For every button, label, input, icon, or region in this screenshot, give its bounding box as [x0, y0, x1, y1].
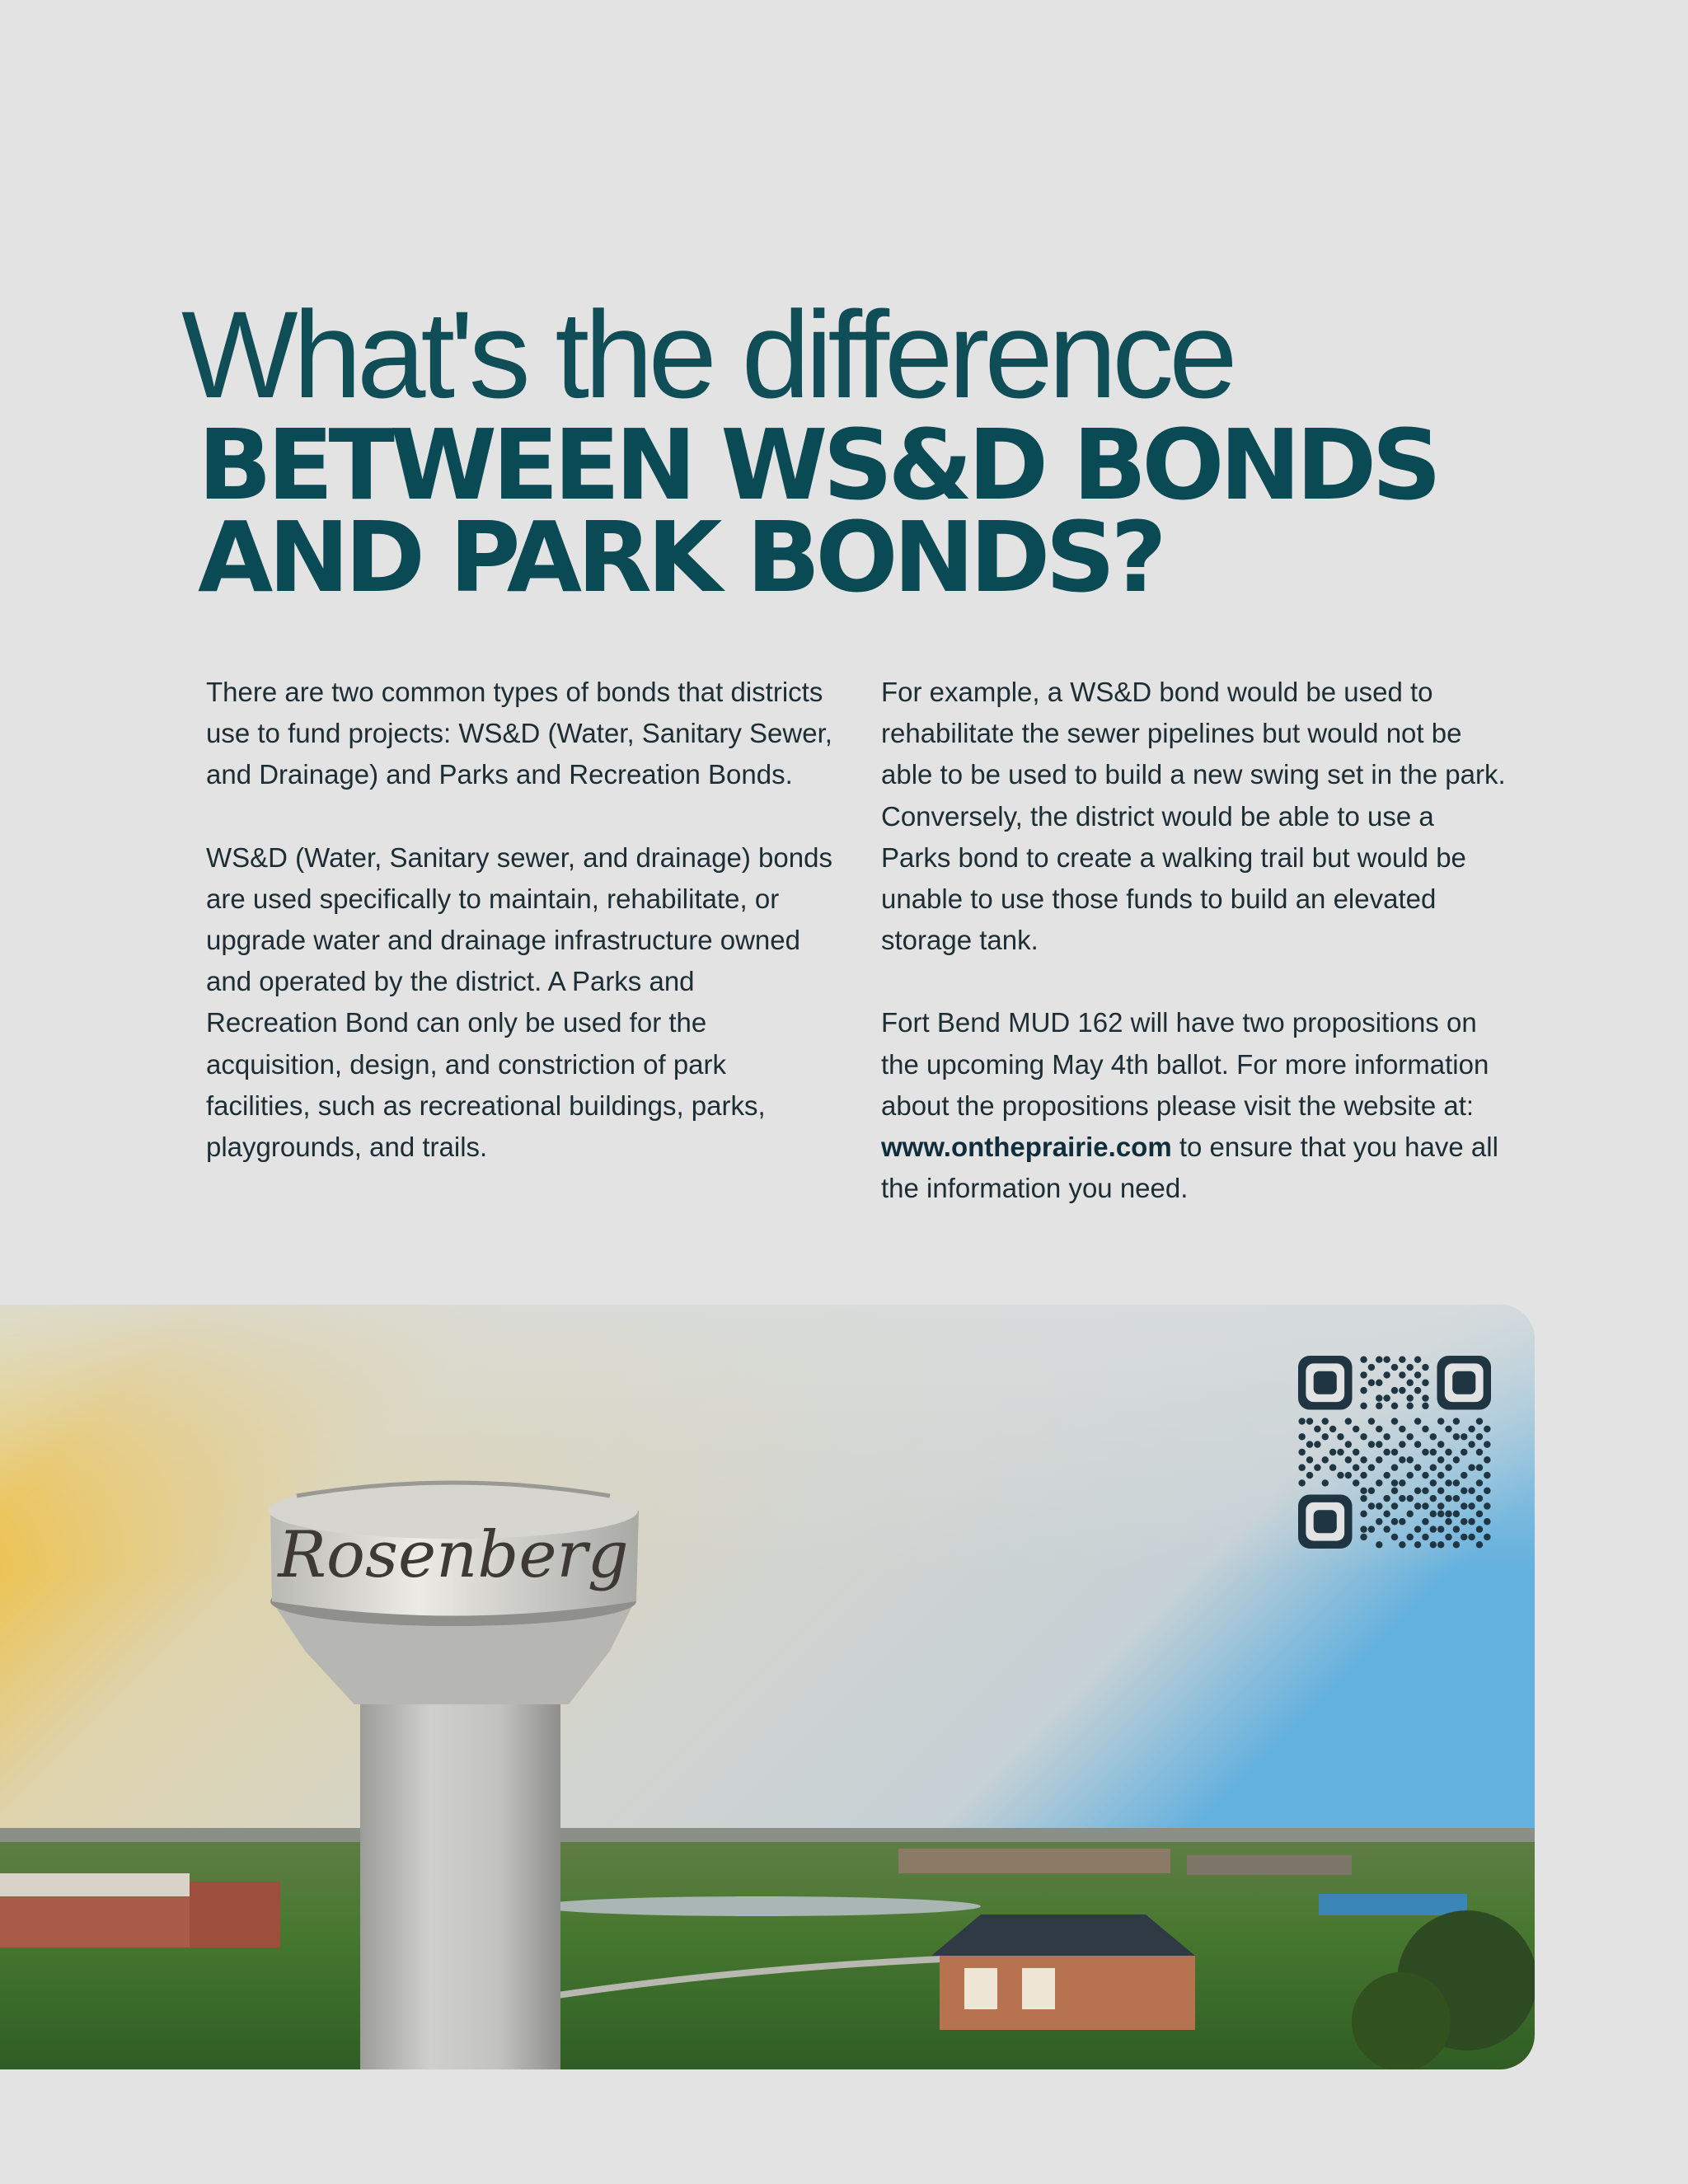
right-column: [881, 672, 1507, 1250]
tower-text: Rosenberg: [278, 1518, 629, 1592]
heading-bold-line-1: BETWEEN WS&D BONDS: [198, 408, 1437, 522]
left-paragraph-2: WS&D (Water, Sanitary sewer, and drainage) bonds are used specifically to maintain, rehabilitate, or upgrade water and drainage infrastructure owned and operated by the district. A Parks and Recreation Bond can only be used for the acquisition, design, and constriction of park facilities, such as recreational buildings, parks, playgrounds, and trails.: [206, 841, 832, 1163]
qr-code-icon[interactable]: [1298, 1356, 1491, 1549]
heading-bold-line-2: AND PARK BONDS?: [198, 500, 1162, 614]
right-paragraph-2-text-a: Fort Bend MUD 162 will have two propositions on the upcoming May 4th ballot. For more information about the propositions please visit the website at:: [881, 1007, 1489, 1121]
right-paragraph-2-text-b: to ensure that you have all the information you need.: [881, 1132, 1498, 1204]
heading-light: What's the difference: [181, 285, 1233, 424]
right-paragraph-2: [881, 1002, 1507, 1209]
left-column: [206, 672, 832, 1209]
left-paragraph-1: There are two common types of bonds that districts use to fund projects: WS&D (Water, Sanitary Sewer, and Drainage) and Parks and Recreation Bonds.: [206, 677, 832, 790]
website-link[interactable]: www.ontheprairie.com: [881, 1132, 1172, 1163]
right-paragraph-1: For example, a WS&D bond would be used to rehabilitate the sewer pipelines but would not be able to be used to build a new swing set in the park. Conversely, the district would be able to use a Parks bond to create a walking trail but would be unable to use those funds to build an elevated storage tank.: [881, 677, 1506, 956]
heading-bold: [198, 408, 1533, 614]
